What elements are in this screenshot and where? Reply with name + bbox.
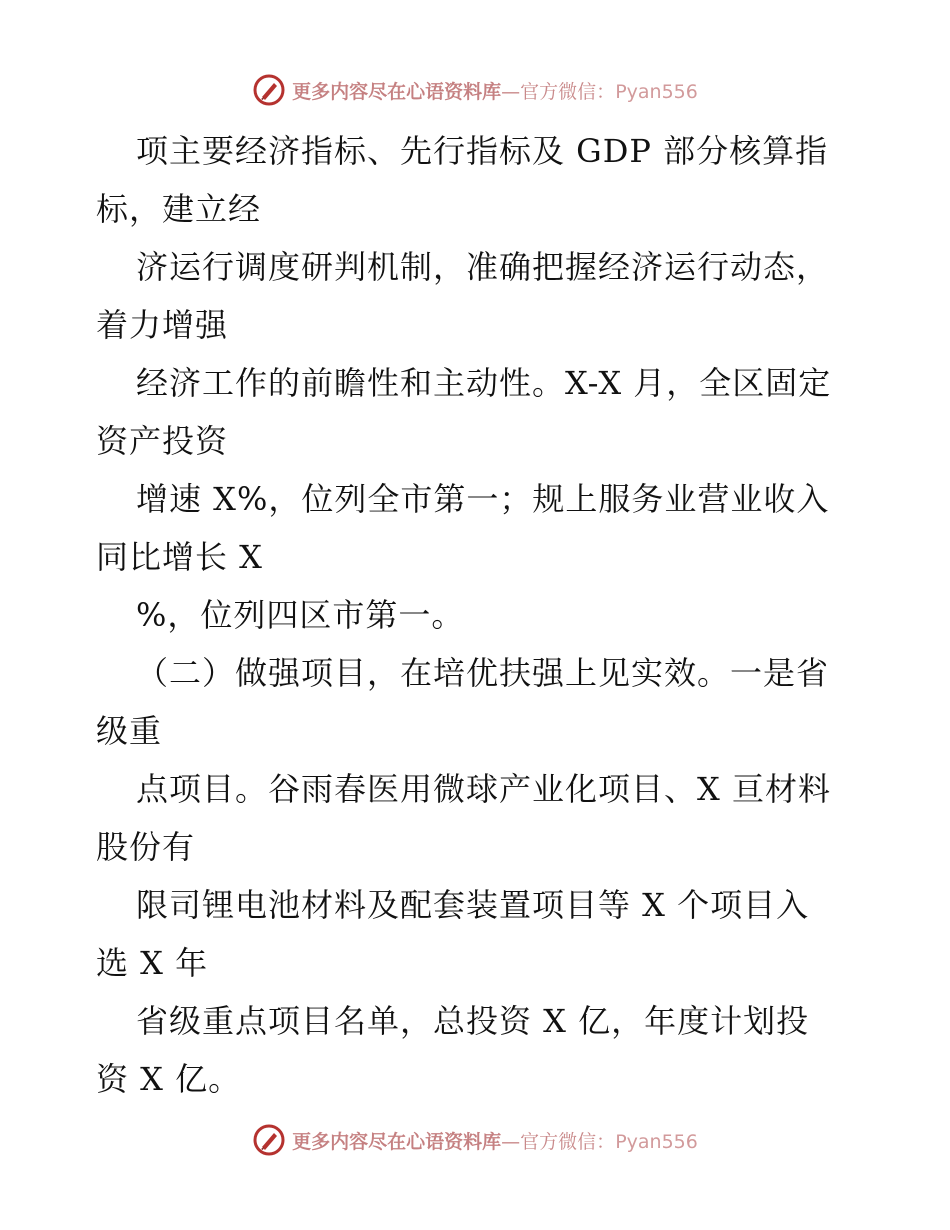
text-line: 点项目。谷雨春医用微球产业化项目、X 亘材料 — [136, 770, 831, 808]
text-line: 省级重点项目名单，总投资 X 亿，年度计划投 — [136, 1002, 810, 1040]
watermark-text: 更多内容尽在心语资料库—官方微信：Pyan556 — [292, 80, 698, 103]
text-line: 经济工作的前瞻性和主动性。X-X 月，全区固定 — [136, 364, 832, 402]
document-body — [96, 122, 866, 1108]
text-line: 着力增强 — [96, 306, 229, 344]
text-line: 限司锂电池材料及配套装置项目等 X 个项目入 — [136, 886, 810, 924]
pen-logo-icon — [252, 1123, 286, 1157]
text-line: 级重 — [96, 712, 163, 750]
text-line: 股份有 — [96, 828, 196, 866]
pen-logo-icon — [252, 73, 286, 107]
watermark-text: 更多内容尽在心语资料库—官方微信：Pyan556 — [292, 1130, 698, 1153]
text-line: 项主要经济指标、先行指标及 GDP 部分核算指 — [136, 132, 829, 170]
text-line: 济运行调度研判机制，准确把握经济运行动态， — [136, 248, 830, 286]
text-line: 同比增长 X — [96, 538, 263, 576]
text-line: （二）做强项目，在培优扶强上见实效。一是省 — [136, 654, 830, 692]
footer-watermark — [0, 1120, 950, 1160]
header-watermark — [0, 70, 950, 110]
text-line: 资产投资 — [96, 422, 229, 460]
text-line: 资 X 亿。 — [96, 1060, 242, 1098]
text-line: 标，建立经 — [96, 190, 262, 228]
text-line: %，位列四区市第一。 — [136, 596, 465, 634]
text-line: 选 X 年 — [96, 944, 209, 982]
text-line: 增速 X%，位列全市第一；规上服务业营业收入 — [136, 480, 830, 518]
